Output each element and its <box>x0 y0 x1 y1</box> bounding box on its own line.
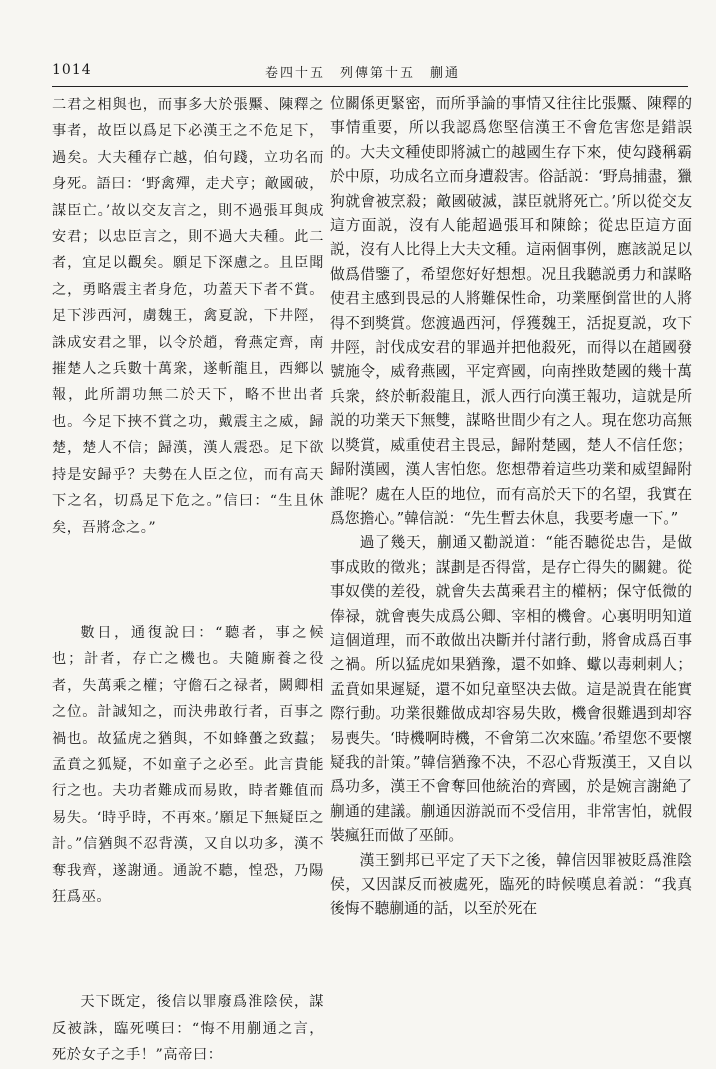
paragraph-gap <box>52 910 324 989</box>
running-head: 卷四十五 列傳第十五 蒯通 <box>265 66 461 81</box>
translation-paragraph-2: 過了幾天，蒯通又勸説道：“能否聽從忠告，是做事成敗的徵兆；謀劃是否得當，是存亡得失的關鍵。從事奴僕的差役，就會失去萬乘君主的權柄；保守低微的俸禄，就會喪失成爲公卿、宰相的機會。心裏明明知道這個道理，而不敢做出决斷并付諸行動，將會成爲百事之禍。所以猛虎如果猶豫，還不如蜂、蠍以毒刺刺人；孟賁如果遲疑，還不如兒童堅决去做。這是説貴在能實際行動。功業很難做成却容易失敗，機會很難遇到却容易喪失。‘時機啊時機，不會第二次來臨。’希望您不要懷疑我的計策。”韓信猶豫不决，不忍心背叛漢王，又自以爲功多，漢王不會奪回他統治的齊國，於是婉言謝絶了蒯通的建議。蒯通因游説而不受信用，非常害怕，就假裝瘋狂而做了巫師。 <box>330 534 692 845</box>
classical-paragraph-1: 二君之相與也，而事多大於張黶、陳釋之事者，故臣以爲足下必漢王之不危足下，過矣。大夫種存亡越，伯句踐，立功名而身死。語曰：‘野禽殫，走犬亨；敵國破，謀臣亡。’故以交友言之，則不過張耳與成安君；以忠臣言之，則不過大夫種。此二者，宜足以觀矣。願足下深慮之。且臣聞之，勇略震主者身危，功蓋天下者不賞。足下涉西河，虜魏王，禽夏說，下井陘，誅成安君之罪，以令於趙，脅燕定齊，南摧楚人之兵數十萬衆，遂斬龍且，西鄉以報，此所謂功無二於天下，略不世出者也。今足下挾不賞之功，戴震主之威，歸楚，楚人不信；歸漢，漢人震恐。足下欲持是安歸乎？夫勢在人臣之位，而有高天下之名，切爲足下危之。”信曰：“生且休矣，吾將念之。” <box>52 97 324 536</box>
translation-paragraph-3: 漢王劉邦已平定了天下之後，韓信因罪被貶爲淮陰侯，又因謀反而被處死，臨死的時候嘆息着説：“我真後悔不聽蒯通的話，以至於死在 <box>330 851 692 918</box>
classical-text-column <box>52 92 324 1069</box>
translation-paragraph-1: 位關係更緊密，而所爭論的事情又往往比張黶、陳釋的事情重要，所以我認爲您堅信漢王不會危害您是錯誤的。大夫文種使即將滅亡的越國生存下來，使勾踐稱霸於中原，功成名立而身遭殺害。俗話説：‘野鳥捕盡，獵狗就會被烹殺；敵國破滅，謀臣就將死亡。’所以從交友這方面説，沒有人能超過張耳和陳餘；從忠臣這方面説，沒有人比得上大夫文種。這兩個事例，應該説足以做爲借鑒了，希望您好好想想。况且我聽説勇力和謀略使君主感到畏忌的人將難保性命，功業壓倒當世的人將得不到獎賞。您渡過西河，俘獲魏王，活捉夏説，攻下井陘，討伐成安君的罪過并把他殺死，而得以在趙國發號施令，威脅燕國，平定齊國，向南挫敗楚國的幾十萬兵衆，終於斬殺龍且，派人西行向漢王報功，這就是所説的功業天下無雙，謀略世間少有之人。現在您功高無以獎賞，威重使君主畏忌，歸附楚國，楚人不信任您；歸附漢國，漢人害怕您。您想帶着這些功業和威望歸附誰呢？處在人臣的地位，而有高於天下的名望，我實在爲您擔心。”韓信説：“先生暫去休息，我要考慮一下。” <box>330 95 692 527</box>
page-number: 1014 <box>52 62 92 78</box>
translation-column <box>330 92 692 922</box>
header-rule <box>52 86 688 87</box>
classical-paragraph-3: 天下既定，後信以罪廢爲淮陰侯，謀反被誅，臨死嘆曰：“悔不用蒯通之言，死於女子之手！”高帝曰： <box>52 994 324 1064</box>
classical-paragraph-2: 數日，通復說曰：“聽者，事之候也；計者，存亡之機也。夫隨廝養之役者，失萬乘之權；守儋石之禄者，闕卿相之位。計誠知之，而決弗敢行者，百事之禍也。故猛虎之猶與，不如蜂蠆之致蠚；孟賁之狐疑，不如童子之必至。此言貴能行之也。夫功者難成而易敗，時者難值而易失。‘時乎時，不再來。’願足下無疑臣之計。”信猶與不忍背漢，又自以功多，漢不奪我齊，遂謝通。通說不聽，惶恐，乃陽狂爲巫。 <box>52 624 324 905</box>
paragraph-gap <box>52 541 324 620</box>
